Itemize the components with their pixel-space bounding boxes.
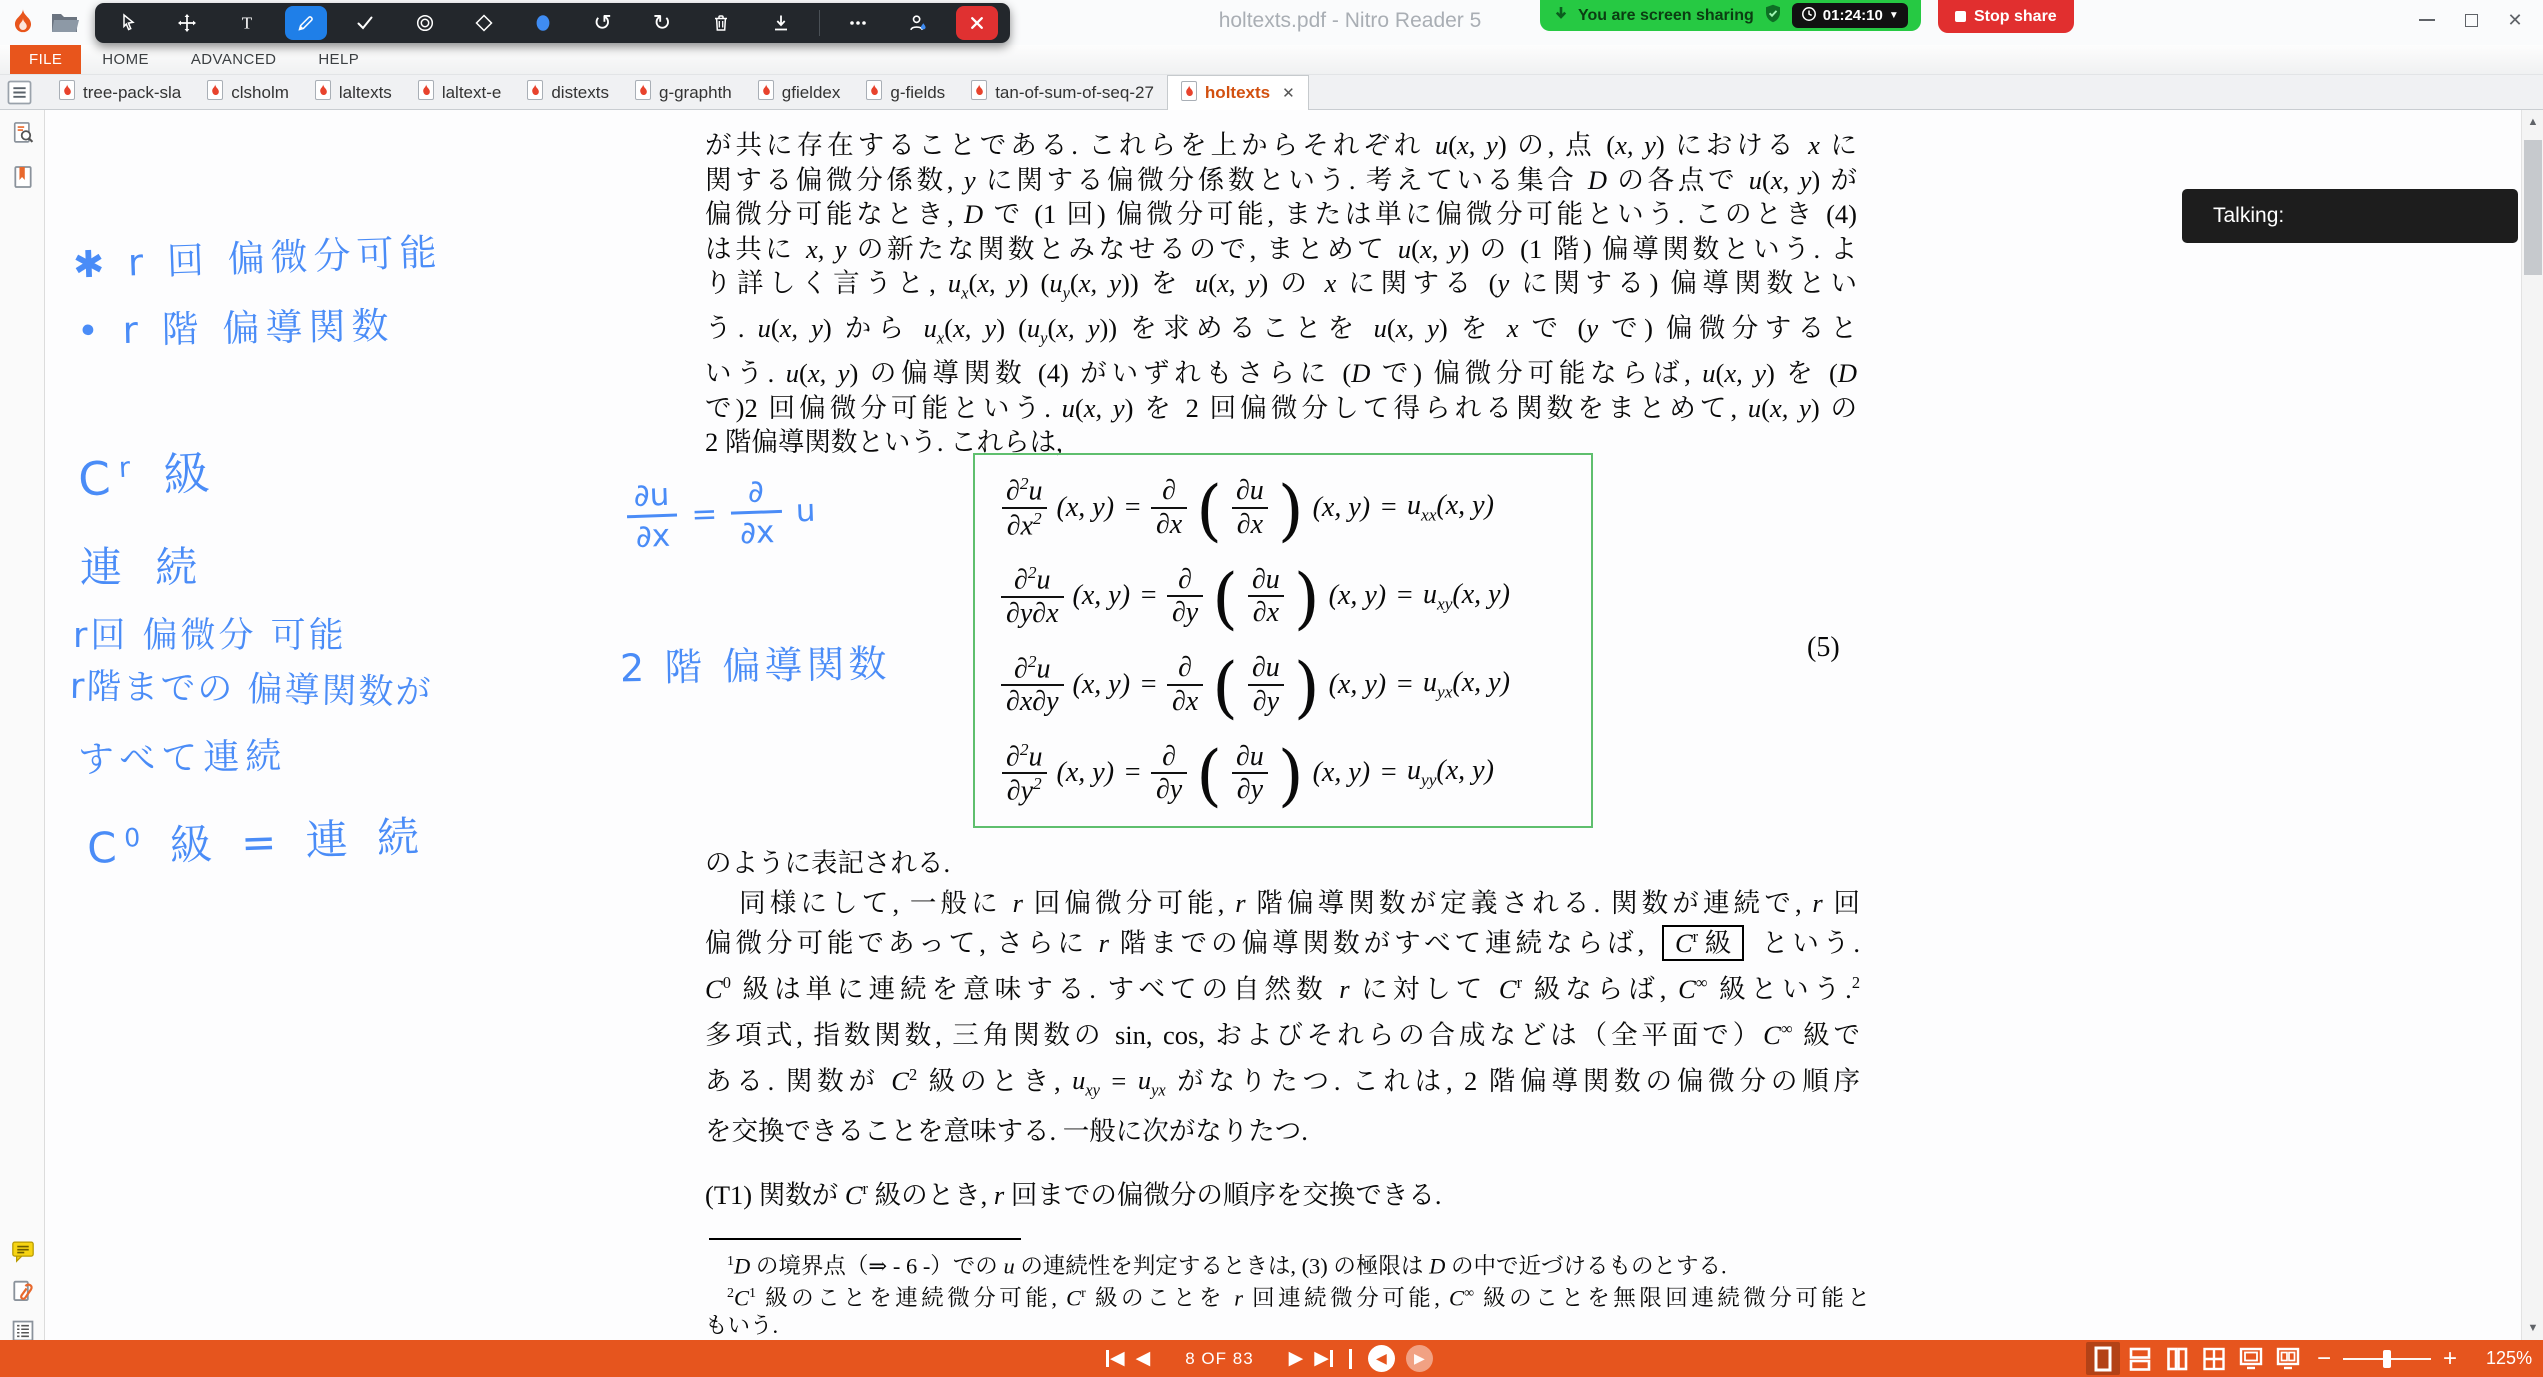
tab-g-fields[interactable] (853, 75, 958, 110)
stop-share-label: Stop share (1974, 7, 2057, 25)
share-timer-value: 01:24:10 (1822, 7, 1883, 24)
grid-layout[interactable] (2197, 1342, 2231, 1375)
doc-line: 同様にして, 一般に r 回偏微分可能, r 階偏導関数が定義される. 関数が連続で, r 回 (735, 888, 1861, 918)
footnote-line: $^2C^1$ 級のことを連続微分可能, $C^r$ 級のことを r 回連続微分可能, C∞ 級のことを無限回連続微分可能と (727, 1285, 1870, 1311)
handwritten-note: ✱ r 回 偏微分可能 (72, 230, 444, 287)
doc-line: は共に x, y の新たな関数とみなせるので, まとめて u(x, y) の (1 階) 偏導関数という. よ (705, 233, 1857, 264)
pdf-file-icon (59, 80, 75, 105)
first-page-button[interactable]: ◀ (1106, 1349, 1125, 1368)
tab-label: tan-of-sum-of-seq-27 (995, 82, 1154, 102)
doc-line: 関する偏微分係数, y に関する偏微分係数という. 考えている集合 D の各点で u(x, y) が (705, 164, 1858, 195)
window-controls (2405, 4, 2537, 36)
paragraph-cr-class (705, 843, 1860, 1215)
second-derivatives-equation-box (973, 453, 1593, 828)
pdf-file-icon (971, 80, 987, 105)
tab-tree-pack-sla[interactable] (46, 75, 194, 110)
footnotes (705, 1248, 1870, 1340)
tab-distexts[interactable] (514, 75, 622, 110)
toolbar-divider (819, 10, 820, 36)
shape-tool[interactable] (463, 6, 505, 40)
equation-number: (5) (1807, 632, 1840, 663)
zoom-in-button[interactable]: + (2443, 1344, 2458, 1372)
tab-label: clsholm (231, 82, 289, 102)
footnote-rule (709, 1238, 1021, 1240)
tab-label: holtexts (1204, 83, 1271, 102)
handwritten-note: すべて連続 (77, 736, 288, 781)
equation-row: ∂$^2$u $\partial x^2$ (x, y) = ∂ ∂x ( ∂u ∂x ) (x, y) = $u_{xx}(x$, y) (1001, 474, 1591, 541)
doc-line: 多項式, 指数関数, 三角関数の sin, cos, およびそれらの合成などは（全平面で）C∞ 級で (705, 1018, 1861, 1050)
tab-g-graphth[interactable] (622, 75, 745, 110)
equation-row: ∂$^2$u $\partial y^2$ (x, y) = ∂ ∂y ( ∂u ∂y ) (x, y) = $u_{yy}(x$, y) (1001, 740, 1591, 807)
talking-label: Talking: (2213, 204, 2285, 227)
pdf-file-icon (315, 80, 331, 105)
stop-share-button[interactable] (1938, 0, 2074, 33)
menu-item-file[interactable]: FILE (10, 45, 81, 74)
open-file-icon[interactable] (50, 9, 80, 40)
stop-icon (1955, 11, 1966, 22)
tab-tan-of-sum-of-seq-27[interactable] (958, 75, 1167, 110)
footnote-line: $^1$D の境界点（⇒ - 6 -）での u の連続性を判定するときは, (3) の極限は D の中で近づけるものとする. (727, 1253, 1727, 1279)
handwritten-derivative-formula: $\frac{\partial u}{\partial x}$ = ∂ ∂x u (626, 473, 817, 556)
tab-label: tree-pack-sla (83, 82, 182, 102)
status-bar (0, 1340, 2543, 1377)
handwritten-note: 2 階 偏導関数 (619, 641, 891, 691)
tab-holtexts[interactable] (1167, 75, 1309, 110)
zoom-slider[interactable] (2343, 1358, 2431, 1360)
pdf-file-icon (635, 80, 651, 105)
document-tab-bar (0, 75, 2543, 110)
doc-line: り詳しく言うと, $u_x(x$, y) ($u_y(x$, y)) を u(x, y) の x に関する (y に関する) 偏導関数とい (705, 268, 1858, 303)
move-tool[interactable] (166, 6, 208, 40)
handwritten-note: r階までの 偏導関数が (69, 666, 433, 714)
tab-label: gfieldex (781, 82, 841, 102)
nav-divider (1349, 1349, 1352, 1369)
left-sidebar (0, 110, 45, 1340)
scroll-up-icon[interactable]: ▲ (2527, 116, 2539, 128)
history-back-button[interactable]: ◀ (1368, 1345, 1395, 1372)
doc-line: を交換できることを意味する. 一般に次がなりたつ. (705, 1115, 1308, 1146)
doc-line: いう. u(x, y) の偏導関数 (4) がいずれもさらに (D で) 偏微分可能ならば, u(x, y) を (D (705, 358, 1858, 389)
zoom-level: 125% (2486, 1348, 2533, 1368)
comments-icon[interactable] (8, 1236, 38, 1266)
doc-line: 偏微分可能であって, さらに r 階までの偏導関数がすべて連続ならば, $C^r$ 級 という. (705, 923, 1860, 963)
vertical-scrollbar[interactable] (2521, 110, 2543, 1340)
shield-check-icon (1763, 3, 1783, 29)
doc-line: 2 階偏導関数という. これらは, (705, 427, 1063, 458)
history-forward-button[interactable]: ▶ (1406, 1345, 1433, 1372)
presenter-user[interactable] (897, 6, 939, 40)
bookmarks-icon[interactable] (8, 162, 38, 192)
chevron-down-icon: ▼ (1888, 10, 1899, 21)
share-status-text: You are screen sharing (1578, 6, 1754, 24)
pdf-file-icon (1181, 81, 1197, 106)
pages-panel-toggle-icon[interactable] (6, 79, 33, 111)
select-tool[interactable] (107, 6, 149, 40)
svg-text:T: T (241, 13, 252, 33)
more-options[interactable] (837, 6, 879, 40)
scrollbar-thumb[interactable] (2524, 140, 2542, 275)
tab-label: laltexts (338, 82, 392, 102)
scroll-down-icon[interactable]: ▼ (2527, 1322, 2539, 1334)
handwritten-note: • r 階 偏導関数 (76, 304, 395, 353)
handwritten-note: r回 偏微分 可能 (73, 616, 347, 656)
equation-row: ∂$^2$u ∂x∂y (x, y) = ∂ ∂x ( ∂u ∂y ) (x, y) = $u_{yx}(x$, y) (1001, 652, 1591, 718)
maximize-button[interactable] (2449, 4, 2493, 36)
two-rows-layout[interactable] (2123, 1342, 2157, 1375)
pdf-file-icon (866, 80, 882, 105)
doc-line: が共に存在することである. これらを上からそれぞれ u(x, y) の, 点 (x, y) における x に (705, 130, 1858, 160)
tab-label: distexts (551, 82, 609, 102)
pdf-file-icon (527, 80, 543, 105)
pdf-file-icon (418, 80, 434, 105)
pdf-file-icon (207, 80, 223, 105)
fullscreen-pages-layout[interactable] (2271, 1342, 2305, 1375)
doc-line: で)2 回偏微分可能という. u(x, y) を 2 回偏微分して得られる関数をまとめて, u(x, y) の (705, 392, 1858, 423)
window-title: holtexts.pdf - Nitro Reader 5 (1218, 9, 1482, 32)
color-swatch[interactable] (522, 6, 564, 40)
next-page-button[interactable]: ▶ (1288, 1348, 1304, 1369)
equation-row: ∂$^2$u ∂y∂x (x, y) = ∂ ∂y ( ∂u ∂x ) (x, y) = $u_{xy}(x$, y) (1001, 563, 1591, 629)
close-window-button[interactable]: ✕ (2507, 9, 2523, 30)
doc-line: ある. 関数が $C^2$ 級のとき, $u_{xy} = u_{yx}$ がなりたつ. これは, 2 階偏導関数の偏微分の順序 (705, 1064, 1861, 1100)
tab-laltext-e[interactable] (405, 75, 515, 110)
single-page-layout[interactable] (2086, 1342, 2120, 1375)
view-tools (2086, 1340, 2532, 1377)
previous-page-button[interactable]: ◀ (1135, 1348, 1151, 1369)
text-tool[interactable] (226, 6, 268, 40)
close-toolbar[interactable] (956, 6, 998, 40)
last-page-button[interactable]: ▶ (1314, 1349, 1333, 1368)
menu-item-advanced[interactable]: ADVANCED (190, 51, 277, 68)
pen-tool[interactable] (285, 6, 327, 40)
handwritten-note: $C^r$ 級 (76, 445, 220, 507)
tab-label: g-fields (890, 82, 946, 102)
page-indicator: 8 OF 83 (1185, 1348, 1254, 1368)
handwritten-note: 連 続 (80, 543, 208, 592)
zoom-out-button[interactable]: − (2317, 1344, 2332, 1372)
tab-gfieldex[interactable] (745, 75, 854, 110)
minimize-button[interactable] (2405, 4, 2449, 36)
doc-line: う. u(x, y) から $u_x(x$, y) ($u_y(x$, y)) を求めることを u(x, y) を x で (y で) 偏微分すると (705, 313, 1858, 348)
search-document-icon[interactable] (8, 118, 38, 148)
tab-label: g-graphth (658, 82, 732, 102)
menu-bar (0, 45, 2543, 75)
nitro-logo-icon (10, 7, 36, 42)
pdf-file-icon (758, 80, 774, 105)
two-columns-layout[interactable] (2160, 1342, 2194, 1375)
page-navigation (1106, 1340, 1433, 1377)
menu-item-help[interactable]: HELP (318, 51, 360, 68)
fullscreen-layout[interactable] (2234, 1342, 2268, 1375)
screen-share-bar (1540, 0, 1921, 31)
pdf-page-viewer (45, 110, 2521, 1340)
share-timer[interactable] (1792, 3, 1908, 28)
laser-pointer-tool[interactable] (404, 6, 446, 40)
doc-line: $C^0$ 級は単に連続を意味する. すべての自然数 r に対して $C^r$ 級ならば, C∞ 級という.$^2$ (705, 973, 1861, 1004)
doc-line: 偏微分可能なとき, D で (1 回) 偏微分可能, または単に偏微分可能という. このとき (4) (705, 199, 1857, 230)
doc-line: (T1) 関数が $C^r$ 級のとき, r 回までの偏微分の順序を交換できる. (705, 1178, 1442, 1210)
annotation-toolbar (95, 3, 1010, 43)
handwritten-note: $C^0$ 級 = 連 続 (86, 812, 428, 873)
attachments-icon[interactable] (8, 1276, 38, 1306)
close-tab-icon[interactable]: ✕ (1282, 85, 1295, 102)
tab-label: laltext-e (441, 82, 502, 102)
tab-clsholm[interactable] (194, 75, 302, 110)
check-tool[interactable] (344, 6, 386, 40)
redo[interactable]: ↻ (652, 10, 672, 35)
zoom-slider-thumb[interactable] (2383, 1350, 2391, 1368)
tab-laltexts[interactable] (302, 75, 405, 110)
paragraph-partial-derivatives (705, 128, 1857, 460)
share-down-arrow-icon (1553, 5, 1569, 27)
save[interactable] (760, 6, 802, 40)
talking-overlay (2182, 189, 2518, 243)
clock-icon (1801, 6, 1817, 26)
undo[interactable]: ↺ (593, 10, 612, 35)
doc-line: のように表記される. (705, 848, 951, 878)
menu-item-home[interactable]: HOME (102, 51, 149, 68)
footnote-line: もいう. (705, 1313, 779, 1338)
delete[interactable] (700, 6, 742, 40)
